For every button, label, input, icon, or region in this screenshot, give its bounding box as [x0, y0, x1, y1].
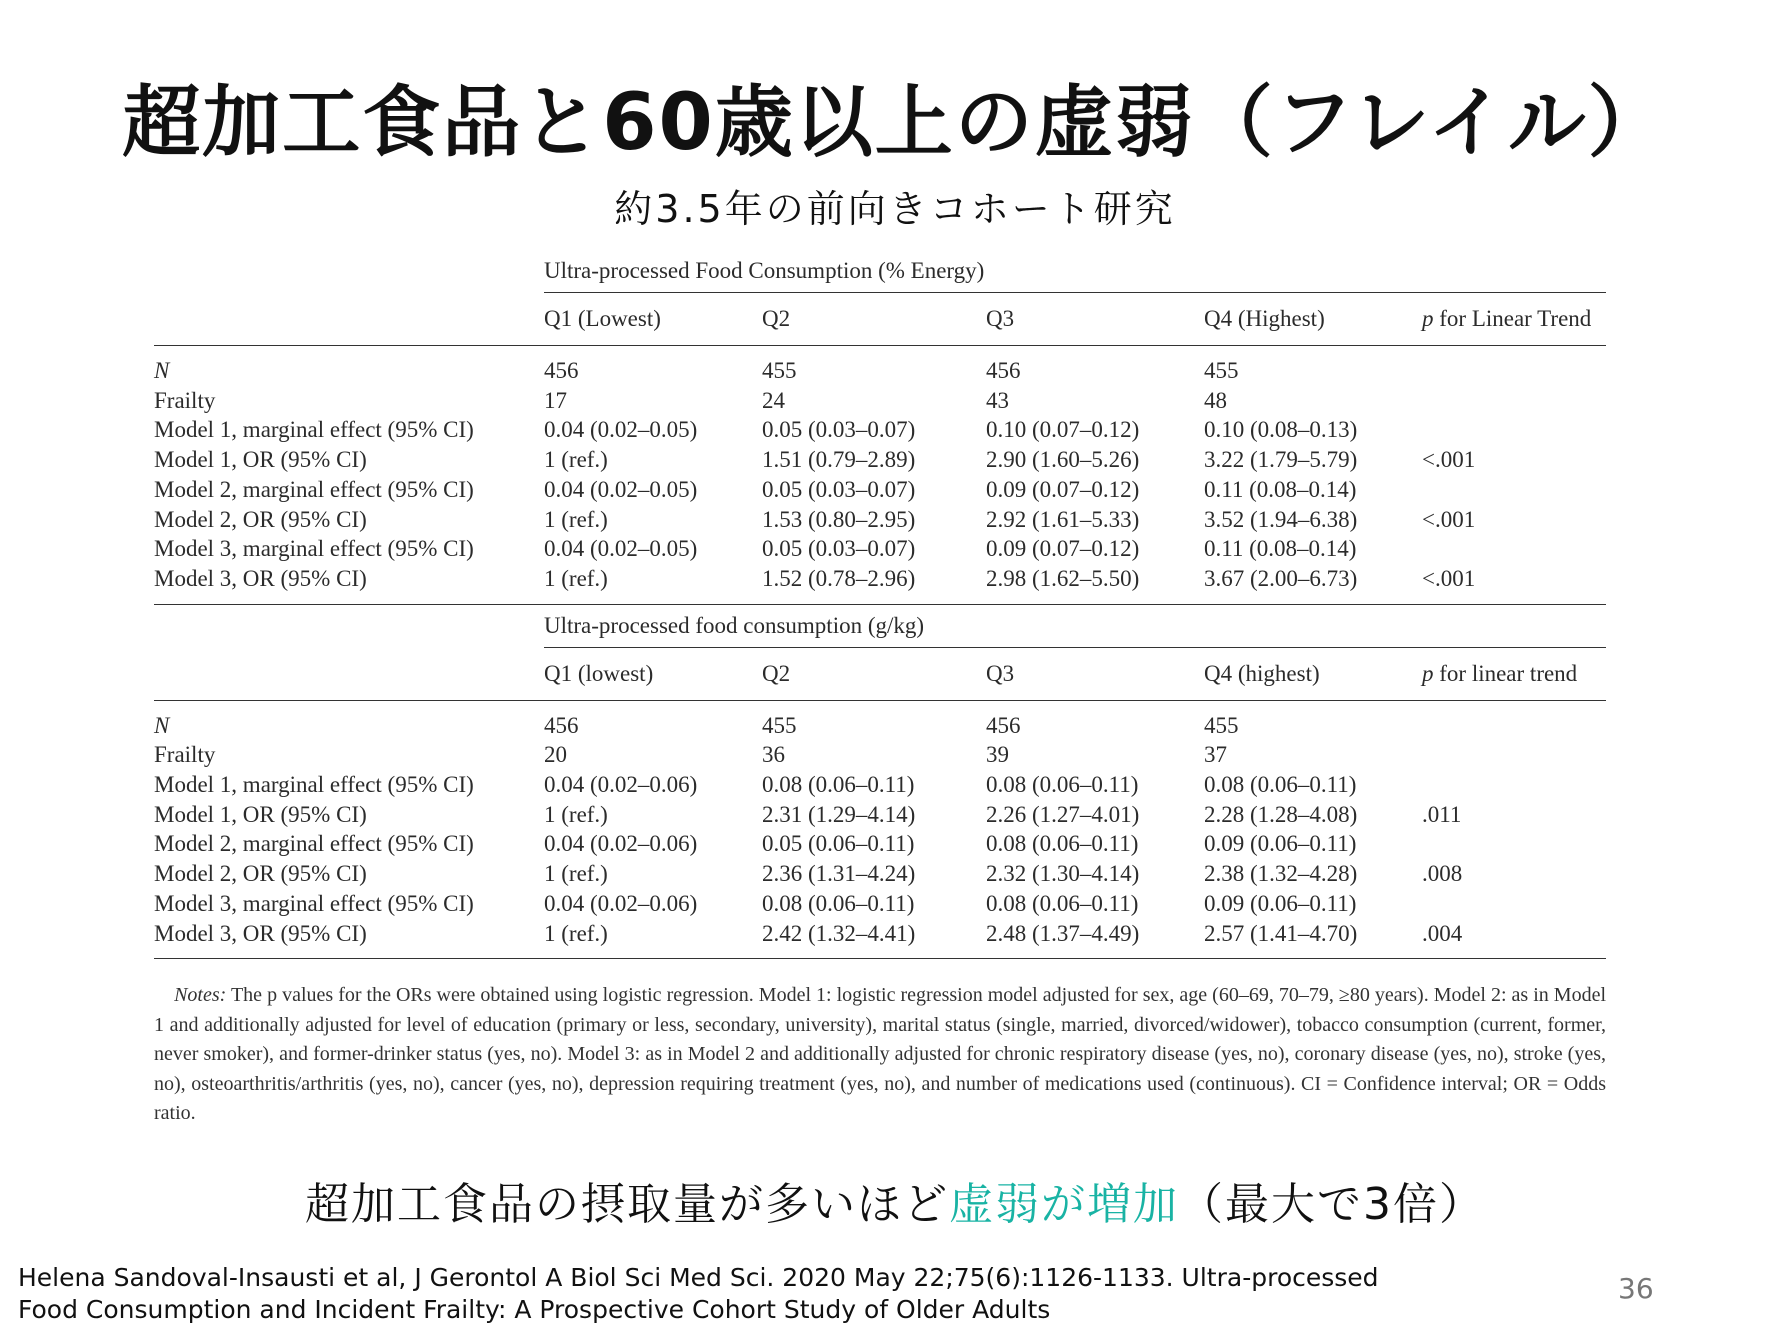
table-cell: 1 (ref.)	[544, 565, 608, 591]
table-cell: 0.05 (0.06–0.11)	[762, 831, 915, 857]
notes-text: The p values for the ORs were obtained using logistic regression. Model 1: logistic regression model adjusted for sex, age (60–69, 70–79, ≥80 years). Model 2: as in Model 1 and additionally adjusted for level of education (primary or less, secondary, university), marital status (single, married, divorced/widower), tobacco consumption (current, former, never smoker), and former-drinker status (yes, no). Model 3: as in Model 2 and additionally adjusted for chronic respiratory disease (yes, no), coronary disease (yes, no), stroke (yes, no), osteoarthritis/arthritis (yes, no), cancer (yes, no), depression requiring treatment (yes, no), and number of medications used (continuous). CI = Confidence interval; OR = Odds ratio.	[154, 984, 1607, 1125]
table-cell: 0.05 (0.03–0.07)	[762, 536, 916, 562]
slide-title: 超加工食品と60歳以上の虚弱（フレイル）	[122, 78, 1668, 168]
table-cell	[1422, 475, 1606, 505]
data-table-energy-body	[154, 356, 1606, 594]
header-cell: Q2	[762, 306, 791, 331]
table-cell	[1422, 829, 1606, 859]
table-cell: 455	[762, 358, 797, 383]
table-row	[154, 711, 1606, 741]
table-cell: 20	[544, 742, 567, 768]
table-cell: 0.08 (0.06–0.11)	[1204, 772, 1357, 798]
table-row	[154, 415, 1606, 445]
table-caption: Ultra-processed food consumption (g/kg)	[544, 612, 925, 638]
table-cell: 0.04 (0.02–0.06)	[544, 772, 698, 798]
table-cell: 0.08 (0.06–0.11)	[986, 831, 1139, 857]
table-cell: 39	[986, 742, 1009, 768]
table-cell: 0.08 (0.06–0.11)	[762, 890, 915, 916]
row-label: Model 3, OR (95% CI)	[154, 565, 367, 591]
table-cell: 17	[544, 387, 567, 413]
table-cell: 43	[986, 387, 1009, 413]
table-cell: 0.08 (0.06–0.11)	[986, 890, 1139, 916]
table-cell	[1422, 770, 1606, 800]
table-row	[154, 740, 1606, 770]
table-caption: Ultra-processed Food Consumption (% Energy)	[544, 258, 985, 283]
row-label: N	[154, 358, 170, 383]
slide-subtitle: 約3.5年の前向きコホート研究	[614, 187, 1176, 231]
table-row	[154, 356, 1606, 386]
header-cell: Q3	[986, 660, 1015, 686]
table-cell	[1422, 356, 1606, 386]
table-cell	[1422, 711, 1606, 741]
table-cell: 2.28 (1.28–4.08)	[1204, 801, 1358, 827]
table-cell: 0.05 (0.03–0.07)	[762, 417, 916, 443]
table-cell	[1422, 889, 1606, 919]
table-cell	[1422, 386, 1606, 416]
row-label: Model 2, OR (95% CI)	[154, 506, 367, 532]
table-row	[154, 919, 1606, 949]
table-cell: 0.10 (0.08–0.13)	[1204, 417, 1358, 443]
table-cell: .011	[1422, 801, 1462, 827]
row-label: Model 2, OR (95% CI)	[154, 861, 367, 887]
table-cell: 3.52 (1.94–6.38)	[1204, 506, 1358, 532]
conclusion-highlight: 虚弱が増加	[949, 1179, 1179, 1230]
table-cell: 0.04 (0.02–0.05)	[544, 476, 698, 502]
row-label: Model 2, marginal effect (95% CI)	[154, 476, 474, 502]
header-cell: Q1 (lowest)	[544, 660, 654, 686]
row-label: Model 3, OR (95% CI)	[154, 920, 367, 946]
conclusion-before: 超加工食品の摂取量が多いほど	[305, 1179, 949, 1230]
table-cell: 2.31 (1.29–4.14)	[762, 801, 916, 827]
table-cell	[1422, 740, 1606, 770]
conclusion-text	[0, 1168, 1790, 1232]
table-row	[154, 859, 1606, 889]
page-number: 36	[1618, 1272, 1654, 1305]
table-notes	[154, 981, 1606, 1129]
table-cell: <.001	[1422, 447, 1476, 473]
table-cell: 2.90 (1.60–5.26)	[986, 447, 1140, 473]
table-cell: 0.10 (0.07–0.12)	[986, 417, 1140, 443]
table-header-row	[154, 648, 1606, 700]
table-cell: 455	[1204, 358, 1239, 383]
table-cell: 0.11 (0.08–0.14)	[1204, 536, 1357, 562]
conclusion-after: （最大で3倍）	[1179, 1179, 1485, 1230]
header-cell: Q4 (highest)	[1204, 660, 1320, 686]
table-cell: 37	[1204, 742, 1227, 768]
table-row	[154, 445, 1606, 475]
header-cell: Q1 (Lowest)	[544, 306, 661, 331]
table-row	[154, 475, 1606, 505]
header-cell: Q4 (Highest)	[1204, 306, 1325, 331]
results-table-figure	[154, 250, 1606, 1129]
table-cell: .008	[1422, 861, 1463, 887]
header-cell: p for Linear Trend	[1422, 306, 1592, 331]
table-cell: 456	[986, 712, 1021, 738]
table-cell: 0.09 (0.07–0.12)	[986, 476, 1140, 502]
table-cell: 456	[544, 358, 579, 383]
table-cell: 0.04 (0.02–0.06)	[544, 831, 698, 857]
table-row	[154, 770, 1606, 800]
table-header-row	[154, 293, 1606, 345]
table-cell: 0.04 (0.02–0.05)	[544, 417, 698, 443]
table-cell: 1 (ref.)	[544, 920, 608, 946]
header-cell-empty	[154, 293, 544, 345]
row-label: Model 1, OR (95% CI)	[154, 447, 367, 473]
table-cell: 456	[986, 358, 1021, 383]
table-row	[154, 505, 1606, 535]
table-cell: 3.67 (2.00–6.73)	[1204, 565, 1358, 591]
table-cell: 36	[762, 742, 785, 768]
table-cell: 0.11 (0.08–0.14)	[1204, 476, 1357, 502]
table-cell: 0.09 (0.07–0.12)	[986, 536, 1140, 562]
citation: Helena Sandoval-Insausti et al, J Gerontol A Biol Sci Med Sci. 2020 May 22;75(6):1126-1133. Ultra-processed Food Consumption and Incident Frailty: A Prospective Cohort Study of Older Adults	[18, 1263, 1379, 1324]
table-row	[154, 889, 1606, 919]
table-cell: 48	[1204, 387, 1227, 413]
table-cell: 0.04 (0.02–0.06)	[544, 890, 698, 916]
table-cell: 455	[1204, 712, 1239, 738]
table-cell: 2.48 (1.37–4.49)	[986, 920, 1140, 946]
table-cell: 1.51 (0.79–2.89)	[762, 447, 916, 473]
data-table-gkg	[154, 648, 1606, 700]
table-row	[154, 800, 1606, 830]
table-cell: 456	[544, 712, 579, 738]
table-cell: 2.98 (1.62–5.50)	[986, 565, 1140, 591]
table-cell: 1 (ref.)	[544, 506, 608, 532]
table-cell: 0.09 (0.06–0.11)	[1204, 890, 1357, 916]
row-label: Model 1, marginal effect (95% CI)	[154, 772, 474, 798]
row-label: Model 2, marginal effect (95% CI)	[154, 831, 474, 857]
row-label: N	[154, 712, 170, 738]
table-cell: <.001	[1422, 506, 1476, 532]
table-cell: .004	[1422, 920, 1463, 946]
header-cell: p for linear trend	[1422, 660, 1578, 686]
table-cell: 2.26 (1.27–4.01)	[986, 801, 1140, 827]
row-label: Frailty	[154, 387, 216, 413]
table-cell: 1.52 (0.78–2.96)	[762, 565, 916, 591]
table-cell: 455	[762, 712, 797, 738]
table-row	[154, 534, 1606, 564]
row-label: Frailty	[154, 742, 216, 768]
data-table-gkg-body	[154, 711, 1606, 949]
table-cell: 1.53 (0.80–2.95)	[762, 506, 916, 532]
table-cell	[1422, 534, 1606, 564]
table-cell: 2.92 (1.61–5.33)	[986, 506, 1140, 532]
table-cell: 2.42 (1.32–4.41)	[762, 920, 916, 946]
header-cell: Q3	[986, 306, 1015, 331]
table-cell: 0.09 (0.06–0.11)	[1204, 831, 1357, 857]
table-cell: 24	[762, 387, 785, 413]
table-cell: 1 (ref.)	[544, 447, 608, 473]
table-cell: 0.04 (0.02–0.05)	[544, 536, 698, 562]
table-cell: 2.32 (1.30–4.14)	[986, 861, 1140, 887]
table-cell	[1422, 415, 1606, 445]
row-label: Model 1, marginal effect (95% CI)	[154, 417, 474, 443]
row-label: Model 3, marginal effect (95% CI)	[154, 536, 474, 562]
header-cell: Q2	[762, 660, 791, 686]
table-cell: 0.08 (0.06–0.11)	[762, 772, 915, 798]
table-cell: <.001	[1422, 565, 1476, 591]
table-cell: 2.57 (1.41–4.70)	[1204, 920, 1358, 946]
notes-lead: Notes:	[174, 984, 227, 1007]
table-cell: 1 (ref.)	[544, 861, 608, 887]
table-row	[154, 829, 1606, 859]
row-label: Model 3, marginal effect (95% CI)	[154, 890, 474, 916]
table-row	[154, 386, 1606, 416]
table-cell: 2.38 (1.32–4.28)	[1204, 861, 1358, 887]
table-cell: 1 (ref.)	[544, 801, 608, 827]
header-cell-empty	[154, 648, 544, 700]
table-cell: 0.08 (0.06–0.11)	[986, 772, 1139, 798]
table-row	[154, 564, 1606, 594]
table-cell: 2.36 (1.31–4.24)	[762, 861, 916, 887]
data-table-energy	[154, 293, 1606, 345]
divider	[154, 958, 1606, 959]
table-cell: 3.22 (1.79–5.79)	[1204, 447, 1358, 473]
table-cell: 0.05 (0.03–0.07)	[762, 476, 916, 502]
row-label: Model 1, OR (95% CI)	[154, 801, 367, 827]
